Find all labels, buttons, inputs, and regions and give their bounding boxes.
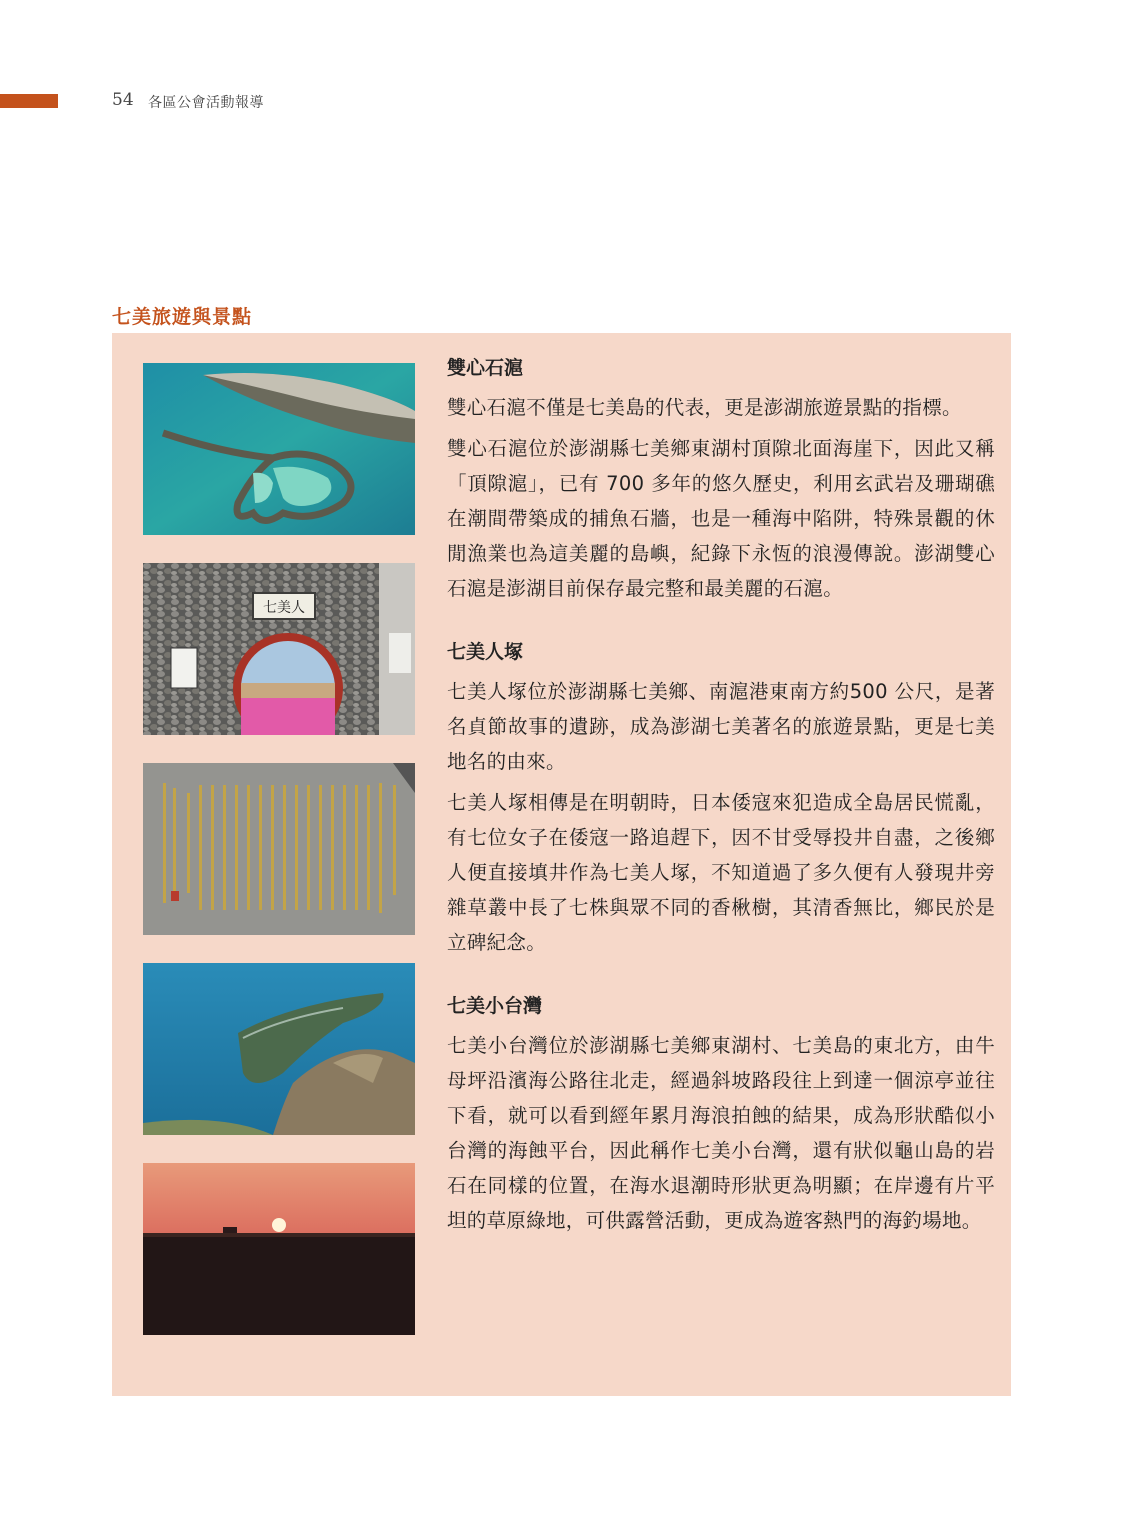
article-heading: 雙心石滬 — [447, 357, 524, 379]
article-column — [447, 352, 995, 1244]
aerial-twin-hearts-stone-weir-photo — [143, 363, 415, 535]
article-paragraph: 七美人塚位於澎湖縣七美鄉、南滬港東南方約500 公尺，是著名貞節故事的遺跡，成為澎湖七美著名的旅遊景點，更是七美地名的由來。 — [447, 680, 995, 773]
article-paragraph: 雙心石滬不僅是七美島的代表，更是澎湖旅遊景點的指標。 — [447, 396, 962, 419]
header-accent-bar — [0, 94, 58, 108]
article-paragraph: 七美人塚相傳是在明朝時，日本倭寇來犯造成全島居民慌亂，有七位女子在倭寇一路追趕下，因不甘受辱投井自盡，之後鄉人便直接填井作為七美人塚，不知道過了多久便有人發現井旁雜草叢中長了七株與眾不同的香楸樹，其清香無比，鄉民於是立碑紀念。 — [447, 791, 995, 954]
stone-gate-moon-door-photo — [143, 563, 415, 735]
plaque-text: 七美人 — [263, 600, 305, 616]
running-title: 各區公會活動報導 — [148, 95, 264, 111]
article-paragraph: 雙心石滬位於澎湖縣七美鄉東湖村頂隙北面海崖下，因此又稱「頂隙滬」，已有 700 多年的悠久歷史，利用玄武岩及珊瑚礁在潮間帶築成的捕魚石牆，也是一種海中陷阱，特殊景觀的休閒漁業也為這美麗的島嶼，紀錄下永恆的浪漫傳說。澎湖雙心石滬是澎湖目前保存最完整和最美麗的石滬。 — [447, 437, 995, 600]
section-title: 七美旅遊與景點 — [112, 306, 253, 328]
sunset-over-sea-photo — [143, 1163, 415, 1335]
article-heading: 七美小台灣 — [447, 995, 543, 1017]
engraved-stone-tablet-photo — [143, 763, 415, 935]
page-number: 54 — [112, 90, 134, 110]
article-paragraph: 七美小台灣位於澎湖縣七美鄉東湖村、七美島的東北方，由牛母坪沿濱海公路往北走，經過斜坡路段往上到達一個涼亭並往下看，就可以看到經年累月海浪拍蝕的結果，成為形狀酷似小台灣的海蝕平台，因此稱作七美小台灣，還有狀似龜山島的岩石在同樣的位置，在海水退潮時形狀更為明顯；在岸邊有片平坦的草原綠地，可供露營活動，更成為遊客熱門的海釣場地。 — [447, 1034, 995, 1232]
little-taiwan-coast-photo — [143, 963, 415, 1135]
article-heading: 七美人塚 — [447, 641, 524, 663]
